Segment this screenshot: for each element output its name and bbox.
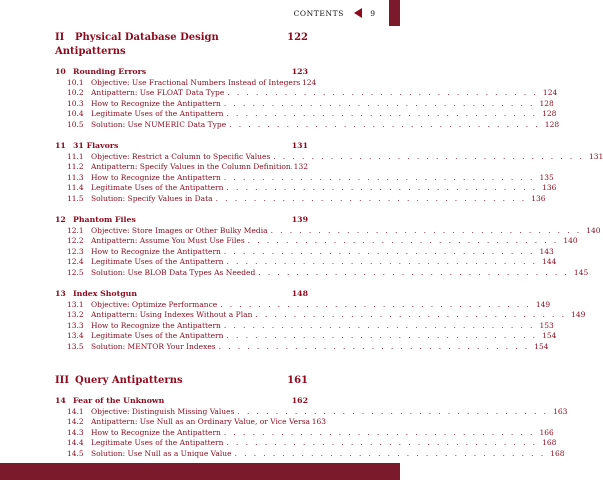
header-page-number: 9: [370, 9, 375, 18]
chapter-number: 11: [55, 141, 66, 150]
chapter-number: 10: [55, 67, 66, 76]
toc-chapter-entry[interactable]: [55, 141, 308, 152]
dot-leader: . . . . . . . . . . . . . . . . . . . . . . . . . . . . . . . . .: [226, 257, 538, 266]
toc-section-entry[interactable]: [55, 172, 554, 184]
toc-section-entry[interactable]: [55, 225, 601, 237]
dot-leader: . . . . . . . . . . . . . . . . . . . . . . . . . . . . . . . . .: [234, 448, 546, 458]
section-number: 10.5: [67, 119, 84, 129]
dot-leader: . . . . . . . . . . . . . . . . . . . . . . . . . . . . . . . . .: [270, 225, 582, 235]
chapter-number: 14: [55, 396, 66, 405]
chapter-page-number: 139: [291, 215, 308, 224]
toc-section-entry[interactable]: [55, 151, 603, 163]
dot-leader: . . . . . . . . . . . . . . . . . . . . . . . . . . . . . . . . .: [215, 193, 527, 203]
section-title: Legitimate Uses of the Antipattern: [91, 331, 224, 340]
toc-section-entry[interactable]: [55, 109, 557, 120]
section-page-number: 128: [542, 109, 557, 118]
section-page-number: 154: [534, 341, 549, 351]
section-page-number: 128: [544, 119, 560, 129]
section-page-number: 168: [542, 438, 557, 447]
section-title: Legitimate Uses of the Antipattern: [91, 109, 224, 118]
toc-part-entry[interactable]: [55, 374, 308, 388]
section-title: Objective: Use Fractional Numbers Instead of Integers: [91, 77, 301, 87]
section-page-number: 140: [563, 236, 578, 245]
section-page-number: 149: [571, 310, 586, 319]
section-page-number: 168: [550, 448, 565, 458]
section-page-number: 163: [311, 417, 327, 426]
section-title: Objective: Optimize Performance: [91, 299, 218, 309]
section-page-number: 149: [535, 299, 551, 309]
section-page-number: 163: [553, 406, 568, 416]
chapter-title: Fear of the Unknown: [73, 396, 165, 405]
chapter-number: 12: [55, 215, 66, 224]
dot-leader: . . . . . . . . . . . . . . . . . . . . . . . . . . . . . . . . .: [226, 438, 538, 447]
toc-section-entry[interactable]: [55, 193, 546, 205]
section-title: Solution: Use NUMERIC Data Type: [91, 119, 227, 129]
section-title: Antipattern: Using Indexes Without a Plan: [91, 310, 253, 319]
header-edge-bar: [389, 0, 400, 26]
dot-leader: . . . . . . . . . . . . . . . . . . . . . . . . . . . . . . . . .: [223, 427, 535, 437]
dot-leader: . . . . . . . . . . . . . . . . . . . . . . . . . . . . . . . . .: [227, 88, 539, 97]
chapter-page-number: 148: [291, 289, 308, 298]
dot-leader: . . . . . . . . . . . . . . . . . . . . . . . . . . . . . . . . .: [223, 246, 535, 256]
section-title: Legitimate Uses of the Antipattern: [91, 257, 224, 266]
section-number: 13.4: [67, 331, 84, 340]
toc-section-entry[interactable]: [55, 438, 557, 449]
section-title: Antipattern: Use FLOAT Data Type: [91, 88, 225, 97]
section-title: Objective: Restrict a Column to Specific Values: [91, 151, 271, 161]
section-page-number: 124: [542, 88, 558, 97]
section-title: Antipattern: Specify Values in the Column Definition: [91, 162, 291, 171]
section-number: 13.1: [67, 299, 84, 309]
toc-section-entry[interactable]: [55, 88, 558, 99]
section-page-number: 143: [539, 246, 554, 256]
dot-leader: . . . . . . . . . . . . . . . . . . . . . . . . . . . . . . . . .: [258, 267, 570, 277]
section-page-number: 135: [539, 172, 554, 182]
toc-section-entry[interactable]: [55, 183, 557, 194]
toc-section-entry[interactable]: [55, 417, 327, 428]
chapter-title: 31 Flavors: [73, 141, 119, 150]
toc-section-entry[interactable]: [55, 162, 308, 173]
toc-section-entry[interactable]: [55, 341, 549, 353]
toc-section-entry[interactable]: [55, 320, 554, 332]
chapter-page-number: 131: [291, 141, 308, 150]
footer-bar: [0, 463, 400, 480]
section-page-number: 153: [539, 320, 554, 330]
dot-leader: . . . . . . . . . . . . . . . . . . . . . . . . . . . . . . . . .: [237, 406, 549, 416]
page-header: [0, 0, 400, 26]
section-page-number: 154: [542, 331, 557, 340]
section-number: 11.1: [67, 151, 84, 161]
section-page-number: 145: [573, 267, 589, 277]
section-number: 14.2: [67, 417, 84, 426]
part-title: Physical Database Design Antipatterns: [55, 32, 219, 57]
dot-leader: . . . . . . . . . . . . . . . . . . . . . . . . . . . . . . . . .: [273, 151, 585, 161]
part-number: III: [55, 375, 70, 386]
dot-leader: . . . . . . . . . . . . . . . . . . . . . . . . . . . . . . . . .: [220, 299, 532, 309]
section-title: How to Recognize the Antipattern: [91, 246, 221, 256]
toc-part-entry[interactable]: [55, 31, 308, 59]
section-number: 11.4: [67, 183, 84, 192]
toc-section-entry[interactable]: [55, 77, 317, 89]
section-number: 14.5: [67, 448, 84, 458]
part-page-number: 122: [287, 32, 308, 43]
part-page-number: 161: [287, 375, 308, 386]
dot-leader: . . . . . . . . . . . . . . . . . . . . . . . . . . . . . . . . .: [223, 320, 535, 330]
section-number: 13.5: [67, 341, 84, 351]
section-title: Legitimate Uses of the Antipattern: [91, 183, 224, 192]
section-number: 12.1: [67, 225, 84, 235]
section-page-number: 136: [542, 183, 557, 192]
section-title: How to Recognize the Antipattern: [91, 427, 221, 437]
dot-leader: . . . . . . . . . . . . . . . . . . . . . . . . . . . . . . . . .: [247, 236, 559, 245]
section-number: 14.1: [67, 406, 84, 416]
section-number: 10.3: [67, 98, 84, 108]
toc-section-entry[interactable]: [55, 331, 557, 342]
section-title: Solution: Use Null as a Unique Value: [91, 448, 232, 458]
section-title: Solution: MENTOR Your Indexes: [91, 341, 216, 351]
previous-page-arrow-icon[interactable]: [354, 8, 362, 18]
section-number: 10.2: [67, 88, 84, 97]
section-number: 11.3: [67, 172, 84, 182]
section-title: Objective: Store Images or Other Bulky Media: [91, 225, 268, 235]
section-number: 14.4: [67, 438, 84, 447]
toc-section-entry[interactable]: [55, 257, 557, 268]
toc-section-entry[interactable]: [55, 299, 551, 311]
dot-leader: . . . . . . . . . . . . . . . . . . . . . . . . . . . . . . . . .: [223, 172, 535, 182]
section-title: How to Recognize the Antipattern: [91, 320, 221, 330]
toc-chapter-entry[interactable]: [55, 215, 308, 226]
toc-chapter-entry[interactable]: [55, 396, 308, 407]
toc-section-entry[interactable]: [55, 427, 554, 439]
section-page-number: 166: [539, 427, 554, 437]
toc-section-entry[interactable]: [55, 119, 560, 131]
running-header-label: CONTENTS: [293, 9, 344, 18]
section-title: Antipattern: Assume You Must Use Files: [91, 236, 245, 245]
toc-section-entry[interactable]: [55, 98, 554, 110]
section-number: 12.2: [67, 236, 84, 245]
toc-chapter-entry[interactable]: [55, 289, 308, 300]
section-page-number: 128: [539, 98, 554, 108]
section-number: 13.2: [67, 310, 84, 319]
dot-leader: . . . . . . . . . . . . . . . . . . . . . . . . . . . . . . . . .: [229, 119, 541, 129]
toc-chapter-entry[interactable]: [55, 67, 308, 78]
section-number: 10.4: [67, 109, 84, 118]
chapter-number: 13: [55, 289, 66, 298]
section-number: 12.5: [67, 267, 84, 277]
section-number: 13.3: [67, 320, 84, 330]
toc-section-entry[interactable]: [55, 246, 554, 258]
section-title: How to Recognize the Antipattern: [91, 172, 221, 182]
section-page-number: 124: [301, 77, 317, 87]
part-number: II: [55, 32, 65, 43]
section-title: How to Recognize the Antipattern: [91, 98, 221, 108]
section-title: Antipattern: Use Null as an Ordinary Value, or Vice Versa: [91, 417, 311, 426]
dot-leader: . . . . . . . . . . . . . . . . . . . . . . . . . . . . . . . . .: [226, 109, 538, 118]
toc-section-entry[interactable]: [55, 448, 565, 460]
section-number: 11.5: [67, 193, 84, 203]
part-title: Query Antipatterns: [75, 375, 183, 386]
table-of-contents: [55, 31, 603, 459]
chapter-page-number: 123: [291, 67, 308, 76]
chapter-title: Rounding Errors: [73, 67, 147, 76]
section-number: 12.4: [67, 257, 84, 266]
toc-section-entry[interactable]: [55, 406, 568, 418]
section-page-number: 132: [293, 162, 308, 171]
section-page-number: 131: [588, 151, 603, 161]
dot-leader: . . . . . . . . . . . . . . . . . . . . . . . . . . . . . . . . .: [223, 98, 535, 108]
dot-leader: . . . . . . . . . . . . . . . . . . . . . . . . . . . . . . . . .: [255, 310, 567, 319]
section-number: 12.3: [67, 246, 84, 256]
section-number: 10.1: [67, 77, 84, 87]
section-number: 14.3: [67, 427, 84, 437]
toc-section-entry[interactable]: [55, 310, 586, 321]
section-title: Legitimate Uses of the Antipattern: [91, 438, 224, 447]
toc-section-entry[interactable]: [55, 267, 589, 279]
section-page-number: 140: [586, 225, 601, 235]
section-number: 11.2: [67, 162, 84, 171]
section-title: Solution: Specify Values in Data: [91, 193, 213, 203]
dot-leader: . . . . . . . . . . . . . . . . . . . . . . . . . . . . . . . . .: [226, 331, 538, 340]
dot-leader: . . . . . . . . . . . . . . . . . . . . . . . . . . . . . . . . .: [226, 183, 538, 192]
section-page-number: 136: [531, 193, 546, 203]
dot-leader: . . . . . . . . . . . . . . . . . . . . . . . . . . . . . . . . .: [218, 341, 530, 351]
chapter-page-number: 162: [291, 396, 308, 405]
section-title: Solution: Use BLOB Data Types As Needed: [91, 267, 256, 277]
toc-section-entry[interactable]: [55, 236, 578, 247]
chapter-title: Index Shotgun: [73, 289, 137, 298]
section-page-number: 144: [542, 257, 557, 266]
section-title: Objective: Distinguish Missing Values: [91, 406, 235, 416]
chapter-title: Phantom Files: [73, 215, 136, 224]
